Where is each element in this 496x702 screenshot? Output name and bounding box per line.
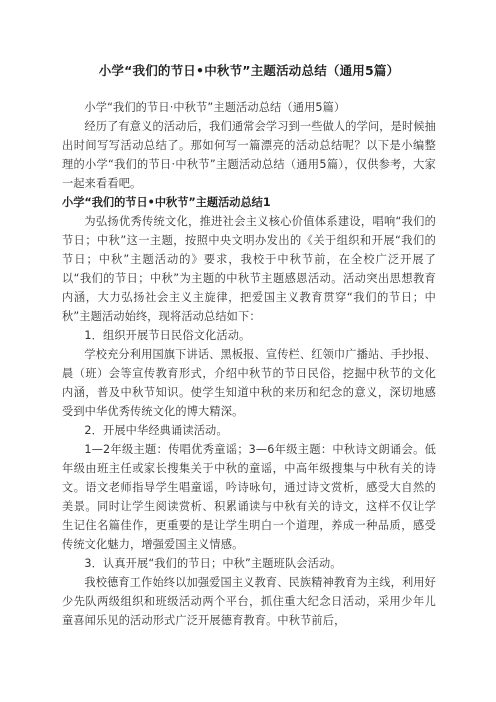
list-item-heading: 2．开展中华经典诵读活动。 xyxy=(84,424,228,437)
body-paragraph: 为弘扬优秀传统文化，推进社会主义核心价值体系建设，唱响“我们的节日；中秋”这一主题，按照中央文明办发出的《关于组织和开展“我们的节日；中秋”主题活动的》要求，我校于中秋节前，在全校广泛开展了以“我们的节日；中秋”为主题的中秋节主题感恩活动。活动突出思想教育内涵，大力弘扬社会主义主旋律，把爱国主义教育贯穿“我们的节日；中秋”主题活动始终，现将活动总结如下： xyxy=(62,215,436,323)
body-paragraph: 1—2年级主题：传唱优秀童谣；3—6年级主题：中秋诗文朗诵会。低年级由班主任或家长搜集关于中秋的童谣，中高年级搜集与中秋有关的诗文。语文老师指导学生唱童谣，吟诗咏句，通过诗文赏析，感受大自然的美景。同时让学生阅读赏析、积累诵读与中秋有关的诗文，这样不仅让学生记住名篇佳作，更重要的是让学生明白一个道理，养成一种品质，感受传统文化魅力，增强爱国主义情感。 xyxy=(62,443,436,551)
subtitle-paragraph: 小学“我们的节日·中秋节”主题活动总结（通用5篇） xyxy=(84,101,346,114)
intro-paragraph: 经历了有意义的活动后，我们通常会学习到一些做人的学问，是时候抽出时间写写活动总结了。那如何写一篇漂亮的活动总结呢？以下是小编整理的小学“我们的节日·中秋节”主题活动总结（通用5篇），仅供参考，大家一起来看看吧。 xyxy=(62,120,436,190)
list-item-heading: 1．组织开展节日民俗文化活动。 xyxy=(84,329,251,342)
section-heading: 小学“我们的节日•中秋节”主题活动总结1 xyxy=(62,196,271,209)
list-item-heading: 3．认真开展“我们的节日；中秋”主题班队会活动。 xyxy=(84,557,342,570)
body-paragraph: 我校德育工作始终以加强爱国主义教育、民族精神教育为主线，利用好少先队两级组织和班级活动两个平台，抓住重大纪念日活动，采用少年儿童喜闻乐见的活动形式广泛开展德育教育。中秋节前后， xyxy=(62,576,436,627)
document-title: 小学“我们的节日•中秋节”主题活动总结（通用5篇） xyxy=(98,63,400,78)
body-paragraph: 学校充分利用国旗下讲话、黑板报、宣传栏、红领巾广播站、手抄报、晨（班）会等宣传教育形式，介绍中秋节的节日民俗，挖掘中秋节的文化内涵，普及中秋节知识。使学生知道中秋的来历和纪念的意义，深切地感受到中华优秀传统文化的博大精深。 xyxy=(62,348,436,418)
